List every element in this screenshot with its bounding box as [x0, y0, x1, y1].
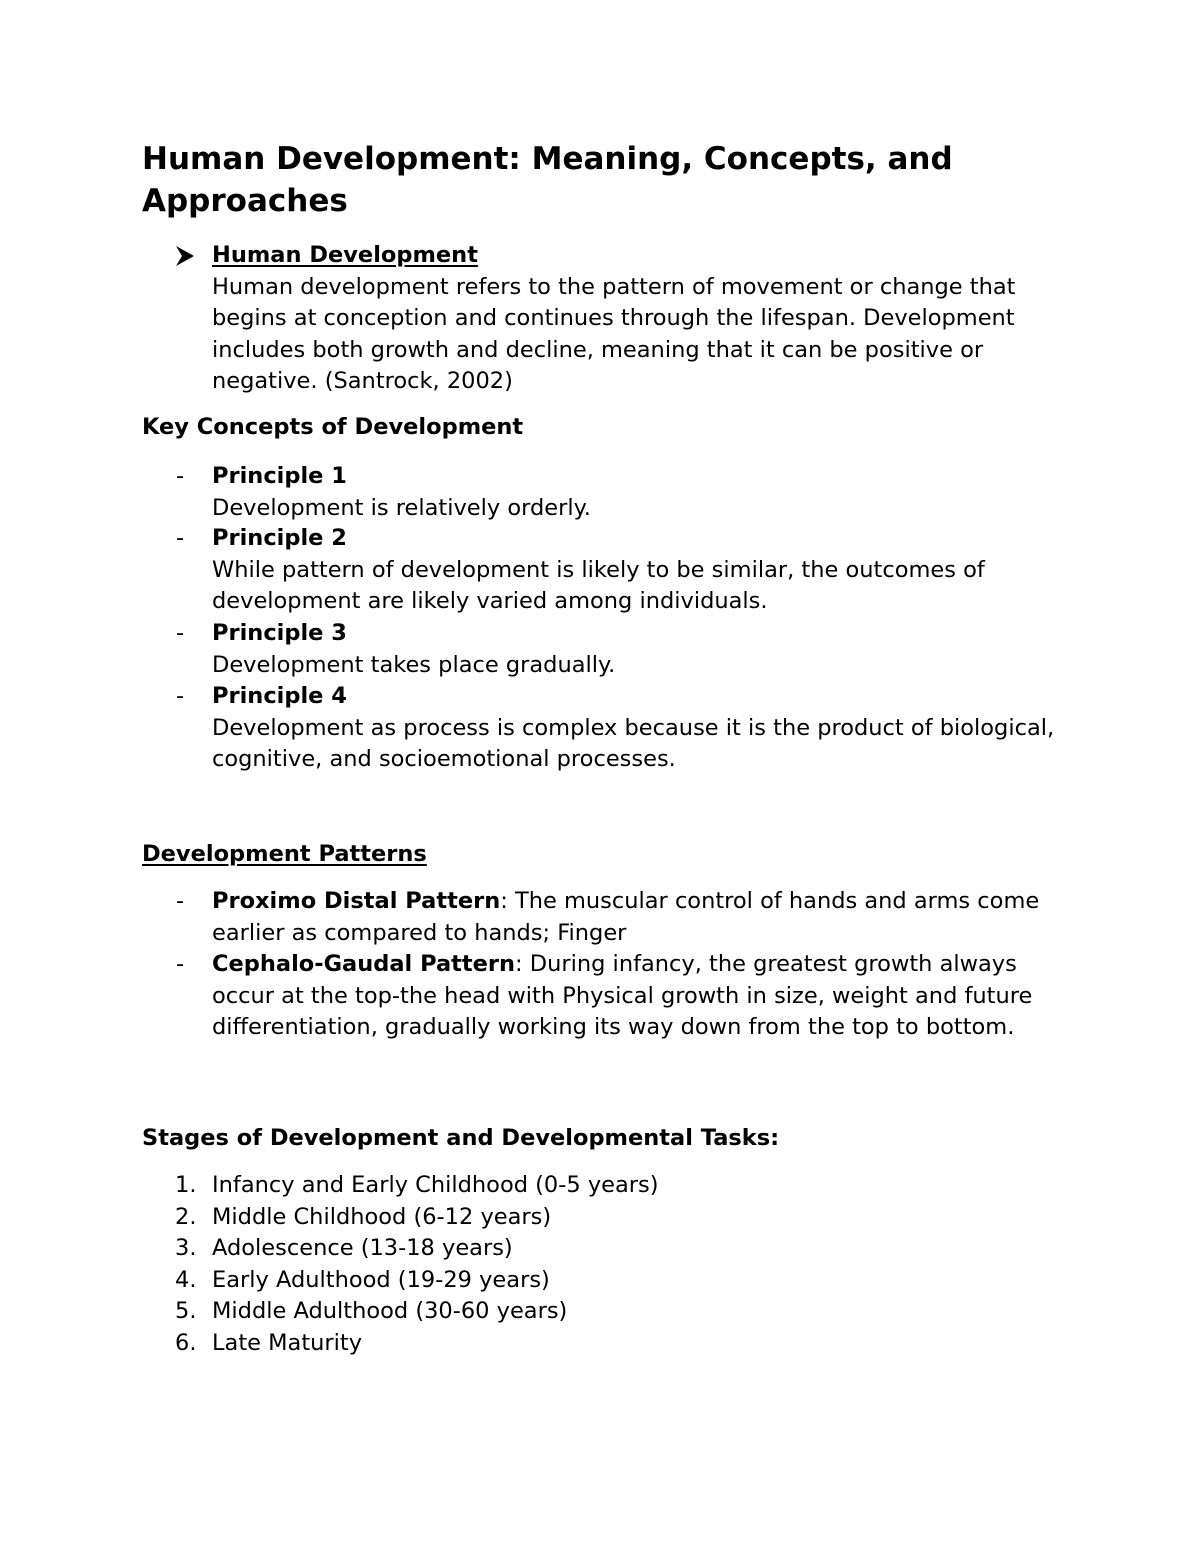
bullet-dash: - [176, 620, 185, 646]
human-development-heading: Human Development [212, 242, 478, 268]
pattern-item [212, 886, 1072, 949]
principle-label: Principle 1 [212, 463, 347, 489]
principle-label: Principle 4 [212, 683, 347, 709]
stage-item: Middle Adulthood (30-60 years) [212, 1298, 568, 1324]
principle-label: Principle 3 [212, 620, 347, 646]
principle-text: Development takes place gradually. [212, 651, 616, 678]
bullet-dash: - [176, 525, 185, 551]
list-number: 2. [175, 1204, 197, 1230]
principle-label: Principle 2 [212, 525, 347, 551]
key-concepts-heading: Key Concepts of Development [142, 414, 524, 440]
stage-item: Late Maturity [212, 1330, 363, 1356]
page-title: Human Development: Meaning, Concepts, and Approaches [142, 141, 953, 219]
stages-heading: Stages of Development and Developmental Tasks: [142, 1125, 780, 1151]
bullet-dash: - [176, 463, 185, 489]
pattern-label: Cephalo-Gaudal Pattern [212, 951, 516, 977]
bullet-dash: - [176, 683, 185, 709]
principle-text: While pattern of development is likely to be similar, the outcomes of development are likely varied among individuals. [212, 556, 985, 615]
stage-item: Middle Childhood (6-12 years) [212, 1204, 552, 1230]
human-development-body: Human development refers to the pattern of movement or change that begins at conception and continues through the lifespan. Development includes both growth and decline, meaning that it can be positive or negative. (Santrock, 2002) [212, 273, 1016, 395]
pattern-text: : The muscular control of hands and arms come earlier as compared to hands; Finger [212, 888, 1040, 946]
bullet-dash: - [176, 951, 185, 977]
list-number: 6. [175, 1330, 197, 1356]
list-number: 4. [175, 1267, 197, 1293]
stage-item: Infancy and Early Childhood (0-5 years) [212, 1172, 659, 1198]
bullet-dash: - [176, 888, 185, 914]
list-number: 1. [175, 1172, 197, 1198]
pattern-item [212, 949, 1072, 1044]
list-number: 5. [175, 1298, 197, 1324]
arrow-bullet-icon [174, 244, 196, 268]
principle-text: Development as process is complex because it is the product of biological, cognitive, and socioemotional processes. [212, 714, 1055, 773]
principle-item [212, 681, 1072, 776]
principle-item [212, 618, 1072, 681]
pattern-label: Proximo Distal Pattern [212, 888, 501, 914]
principle-item [212, 523, 1072, 618]
pattern-text: : During infancy, the greatest growth always occur at the top-the head with Physical growth in size, weight and future differentiation, gradually working its way down from the top to bottom. [212, 951, 1033, 1041]
principle-text: Development is relatively orderly. [212, 494, 591, 521]
human-development-section [212, 240, 1072, 398]
stage-item: Early Adulthood (19-29 years) [212, 1267, 550, 1293]
list-number: 3. [175, 1235, 197, 1261]
stage-item: Adolescence (13-18 years) [212, 1235, 513, 1261]
principle-item [212, 461, 1072, 524]
patterns-heading: Development Patterns [142, 841, 427, 867]
